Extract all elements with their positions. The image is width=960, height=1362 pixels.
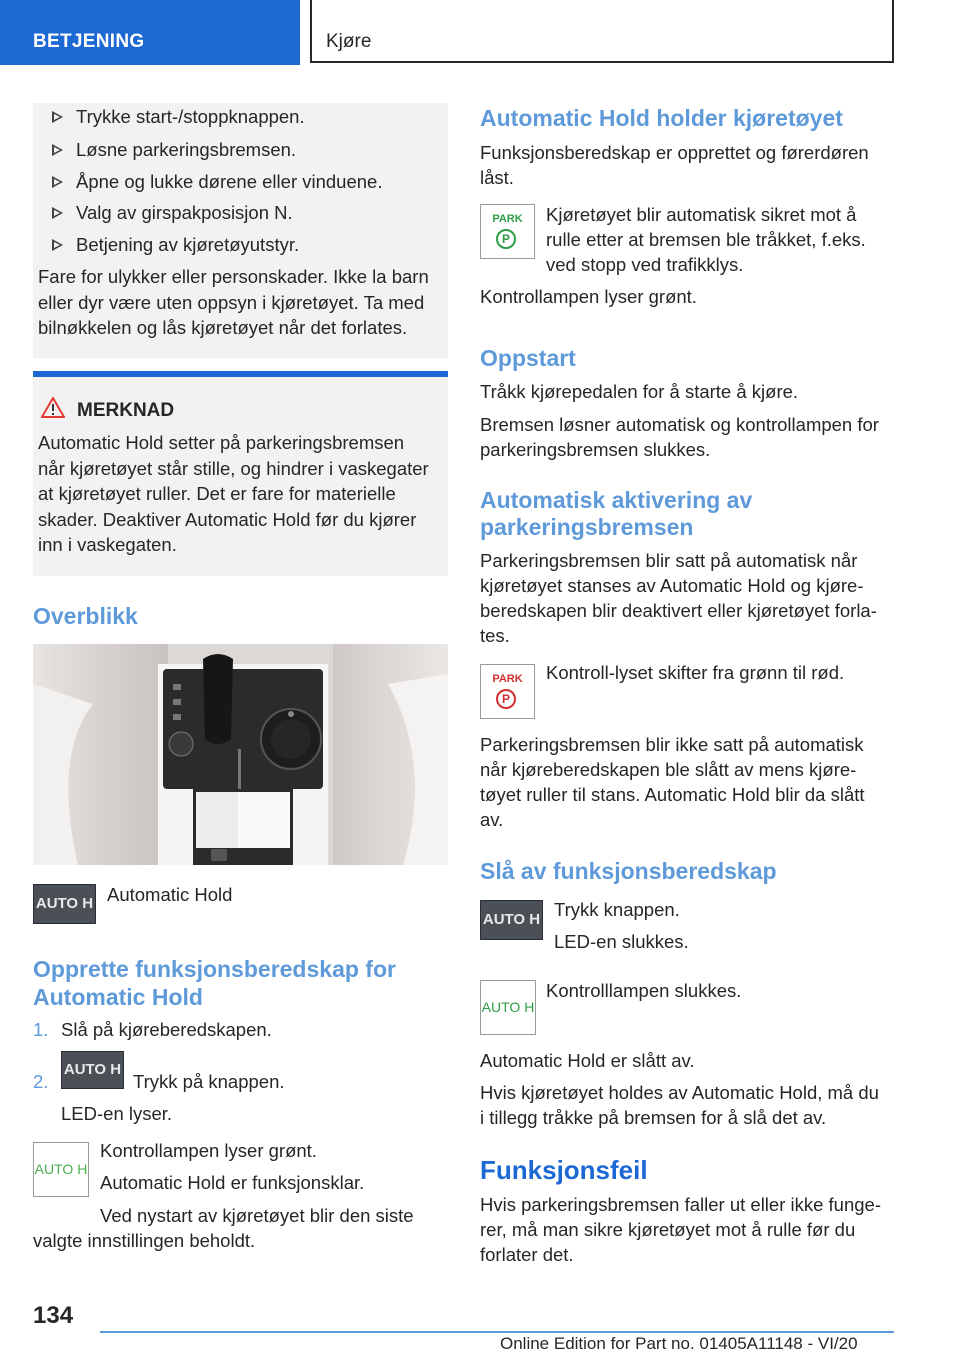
triangle-bullet-icon bbox=[52, 207, 63, 219]
warning-line: bilnøkkelen og lås kjøretøyet når det forlates. bbox=[38, 317, 408, 338]
step-number: 1. bbox=[33, 1019, 49, 1040]
setup-heading: Opprette funksjonsberedskap for bbox=[33, 956, 396, 982]
not-set-text: Parkeringsbremsen blir ikke satt på automatisk bbox=[480, 734, 864, 755]
fault-text: rer, må man sikre kjøretøyet mot å rulle før du bbox=[480, 1219, 856, 1240]
center-console-photo bbox=[33, 644, 448, 865]
hold-text: Funksjonsberedskap er opprettet og førerdøren bbox=[480, 142, 869, 163]
start-text: Tråkk kjørepedalen for å starte å kjøre. bbox=[480, 381, 799, 402]
warning-triangle-icon bbox=[41, 397, 65, 418]
step-text: Slå på kjøreberedskapen. bbox=[61, 1019, 272, 1040]
warning-line: Fare for ulykker eller personskader. Ikke la barn bbox=[38, 266, 429, 287]
release-text: parkeringsbremsen slukkes. bbox=[480, 439, 711, 460]
triangle-bullet-icon bbox=[52, 176, 63, 188]
chapter-tab bbox=[310, 0, 894, 63]
park-red-text: Kontroll-lyset skifter fra grønn til rød. bbox=[546, 662, 845, 683]
park-green-text: ved stopp ved trafikklys. bbox=[546, 254, 744, 275]
hold-heading: Automatic Hold holder kjøretøyet bbox=[480, 105, 843, 131]
lamp-text: Kontrollampen lyser grønt. bbox=[100, 1140, 317, 1161]
restart-text: Ved nystart av kjøretøyet blir den siste bbox=[100, 1205, 414, 1226]
not-set-text: av. bbox=[480, 809, 504, 830]
hold-off-text: Automatic Hold er slått av. bbox=[480, 1050, 695, 1071]
note-line: skader. Deaktiver Automatic Hold før du kjører bbox=[38, 509, 417, 530]
step-text: Trykk på knappen. bbox=[133, 1071, 285, 1092]
auto-hold-caption: Automatic Hold bbox=[107, 884, 233, 905]
off-heading: Slå av funksjonsberedskap bbox=[480, 858, 777, 884]
led-off-text: LED-en slukkes. bbox=[554, 931, 689, 952]
park-green-text: rulle etter at bremsen ble tråkket, f.eks. bbox=[546, 229, 866, 250]
press-text: Trykk knappen. bbox=[554, 899, 680, 920]
warning-line: eller dyr være uten oppsyn i kjøretøyet. Ta med bbox=[38, 292, 425, 313]
auto-text: tes. bbox=[480, 625, 510, 646]
footer-rule bbox=[100, 1331, 894, 1333]
step-number: 2. bbox=[33, 1071, 49, 1092]
held-text: Hvis kjøretøyet holdes av Automatic Hold, må du bbox=[480, 1082, 879, 1103]
chapter-title: Kjøre bbox=[326, 31, 372, 52]
auto-h-indicator-off-icon: AUTO H bbox=[480, 980, 536, 1035]
auto-h-indicator-green-icon: AUTO H bbox=[33, 1142, 89, 1197]
start-heading: Oppstart bbox=[480, 345, 576, 371]
page-number: 134 bbox=[33, 1302, 74, 1329]
park-indicator-red-icon: PARK P bbox=[480, 664, 535, 719]
triangle-bullet-icon bbox=[52, 239, 63, 251]
overview-heading: Overblikk bbox=[33, 603, 138, 629]
edition-text: Online Edition for Part no. 01405A11148 - VI/20 bbox=[500, 1334, 858, 1353]
restart-text-cont: valgte innstillingen beholdt. bbox=[33, 1230, 256, 1251]
auto-text: beredskapen blir deaktivert eller kjøretøyet forla- bbox=[480, 600, 877, 621]
ready-text: Automatic Hold er funksjonsklar. bbox=[100, 1172, 365, 1193]
setup-heading-cont: Automatic Hold bbox=[33, 984, 203, 1010]
auto-h-button-icon: AUTO H bbox=[480, 900, 543, 940]
release-text: Bremsen løsner automatisk og kontrollampen for bbox=[480, 414, 879, 435]
held-text: i tillegg tråkke på bremsen for å slå det av. bbox=[480, 1107, 827, 1128]
fault-text: forlater det. bbox=[480, 1244, 574, 1265]
section-title: BETJENING bbox=[33, 31, 145, 52]
note-line: når kjøretøyet står stille, og hindrer i vaskegater bbox=[38, 458, 429, 479]
triangle-bullet-icon bbox=[52, 111, 63, 123]
not-set-text: når kjøreberedskapen ble slått av mens kjøre- bbox=[480, 759, 857, 780]
auto-text: Parkeringsbremsen blir satt på automatisk når bbox=[480, 550, 858, 571]
note-line: inn i vaskegaten. bbox=[38, 534, 177, 555]
note-line: Automatic Hold setter på parkeringsbremsen bbox=[38, 432, 405, 453]
step-subtext: LED-en lyser. bbox=[61, 1103, 173, 1124]
triangle-bullet-icon bbox=[52, 144, 63, 156]
note-title: MERKNAD bbox=[77, 400, 175, 421]
note-line: at kjøretøyet ruller. Det er fare for materielle bbox=[38, 483, 396, 504]
auto-heading-cont: parkeringsbremsen bbox=[480, 514, 694, 540]
section-tab bbox=[0, 0, 300, 65]
auto-h-button-icon: AUTO H bbox=[61, 1051, 124, 1089]
hold-text: låst. bbox=[480, 167, 514, 188]
fault-text: Hvis parkeringsbremsen faller ut eller ikke funge- bbox=[480, 1194, 882, 1215]
auto-heading: Automatisk aktivering av bbox=[480, 487, 753, 513]
lamp-text: Kontrollampen lyser grønt. bbox=[480, 286, 697, 307]
not-set-text: tøyet ruller til stans. Automatic Hold blir da slått bbox=[480, 784, 865, 805]
fault-heading: Funksjonsfeil bbox=[480, 1155, 648, 1185]
park-green-text: Kjøretøyet blir automatisk sikret mot å bbox=[546, 204, 857, 225]
auto-h-button-icon: AUTO H bbox=[33, 884, 96, 924]
lamp-off-text: Kontrolllampen slukkes. bbox=[546, 980, 742, 1001]
park-indicator-green-icon: PARK P bbox=[480, 204, 535, 259]
auto-text: kjøretøyet stanses av Automatic Hold og kjøre- bbox=[480, 575, 864, 596]
